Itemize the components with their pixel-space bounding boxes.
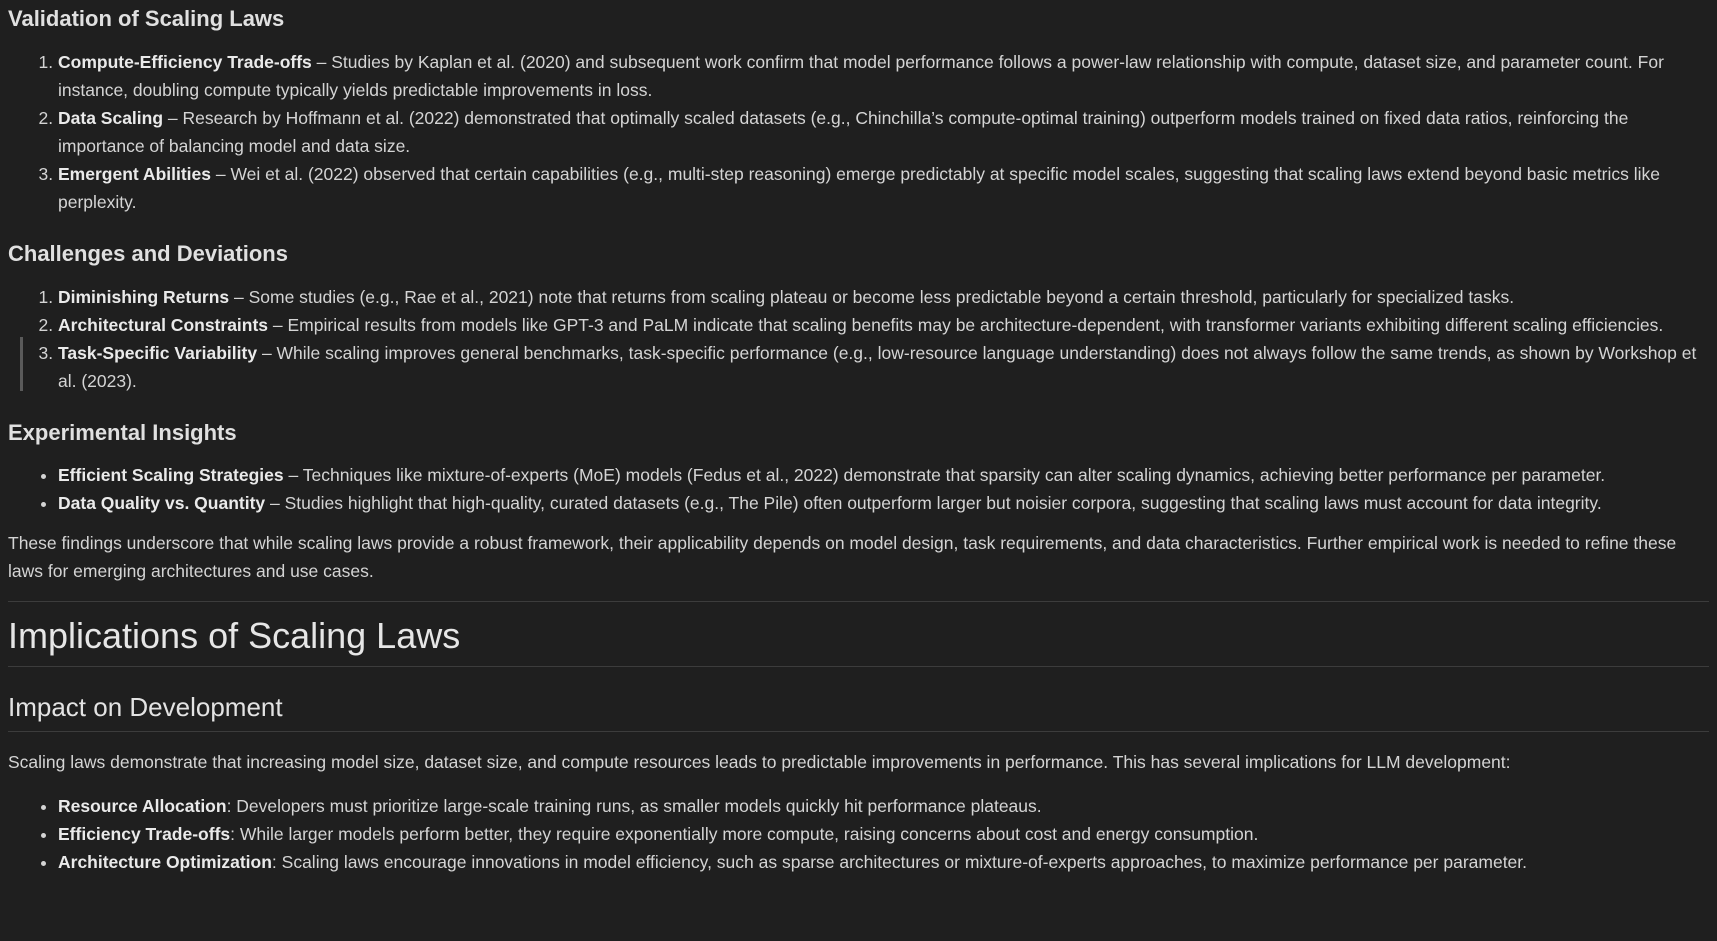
- list-item: 3. Emergent Abilities – Wei et al. (2022) observed that certain capabilities (e.g., multi-step reasoning) emerge predictably at specific model scales, suggesting that scaling laws extend beyond basic metrics like perplexity.: [58, 160, 1709, 216]
- heading-impact: Impact on Development: [8, 687, 1709, 732]
- quote-bar: [20, 337, 23, 391]
- list-item: 2. Data Scaling – Research by Hoffmann et al. (2022) demonstrated that optimally scaled datasets (e.g., Chinchilla’s compute-optimal training) outperform models trained on fixed data ratios, reinforcing the importance of balancing model and data size.: [58, 104, 1709, 160]
- heading-validation: Validation of Scaling Laws: [8, 6, 285, 31]
- heading-insights: Experimental Insights: [8, 420, 237, 445]
- heading-challenges: Challenges and Deviations: [8, 241, 288, 266]
- list-item: • Architecture Optimization: Scaling laws encourage innovations in model efficiency, such as sparse architectures or mixture-of-experts approaches, to maximize performance per parameter.: [58, 848, 1709, 876]
- insights-summary: These findings underscore that while scaling laws provide a robust framework, their applicability depends on model design, task requirements, and data characteristics. Further empirical work is needed to refine these laws for emerging architectures and use cases.: [8, 533, 1677, 581]
- document: [0, 2, 1717, 876]
- list-item: • Resource Allocation: Developers must prioritize large-scale training runs, as smaller models quickly hit performance plateaus.: [58, 792, 1709, 820]
- impact-intro: Scaling laws demonstrate that increasing model size, dataset size, and compute resources leads to predictable improvements in performance. This has several implications for LLM development:: [8, 752, 1511, 772]
- impact-list: [8, 792, 1709, 876]
- list-item: 1. Diminishing Returns – Some studies (e.g., Rae et al., 2021) note that returns from scaling plateau or become less predictable beyond a certain threshold, particularly for specialized tasks.: [58, 283, 1709, 311]
- validation-list: [8, 48, 1709, 216]
- list-item: • Efficient Scaling Strategies – Techniques like mixture-of-experts (MoE) models (Fedus et al., 2022) demonstrate that sparsity can alter scaling dynamics, achieving better performance per parameter.: [58, 461, 1709, 489]
- heading-implications: Implications of Scaling Laws: [8, 610, 1709, 667]
- list-item: • Data Quality vs. Quantity – Studies highlight that high-quality, curated datasets (e.g., The Pile) often outperform larger but noisier corpora, suggesting that scaling laws must account for data integrity.: [58, 489, 1709, 517]
- list-item: 2. Architectural Constraints – Empirical results from models like GPT-3 and PaLM indicate that scaling benefits may be architecture-dependent, with transformer variants exhibiting different scaling efficiencies.: [58, 311, 1709, 339]
- list-item: • Efficiency Trade-offs: While larger models perform better, they require exponentially more compute, raising concerns about cost and energy consumption.: [58, 820, 1709, 848]
- insights-list: [8, 461, 1709, 517]
- divider: [8, 601, 1709, 602]
- list-item: 1. Compute-Efficiency Trade-offs – Studies by Kaplan et al. (2020) and subsequent work confirm that model performance follows a power-law relationship with compute, dataset size, and parameter count. For instance, doubling compute typically yields predictable improvements in loss.: [58, 48, 1709, 104]
- challenges-list: [8, 283, 1709, 395]
- list-item: 3. Task-Specific Variability – While scaling improves general benchmarks, task-specific performance (e.g., low-resource language understanding) does not always follow the same trends, as shown by Workshop et al. (2023).: [58, 339, 1709, 395]
